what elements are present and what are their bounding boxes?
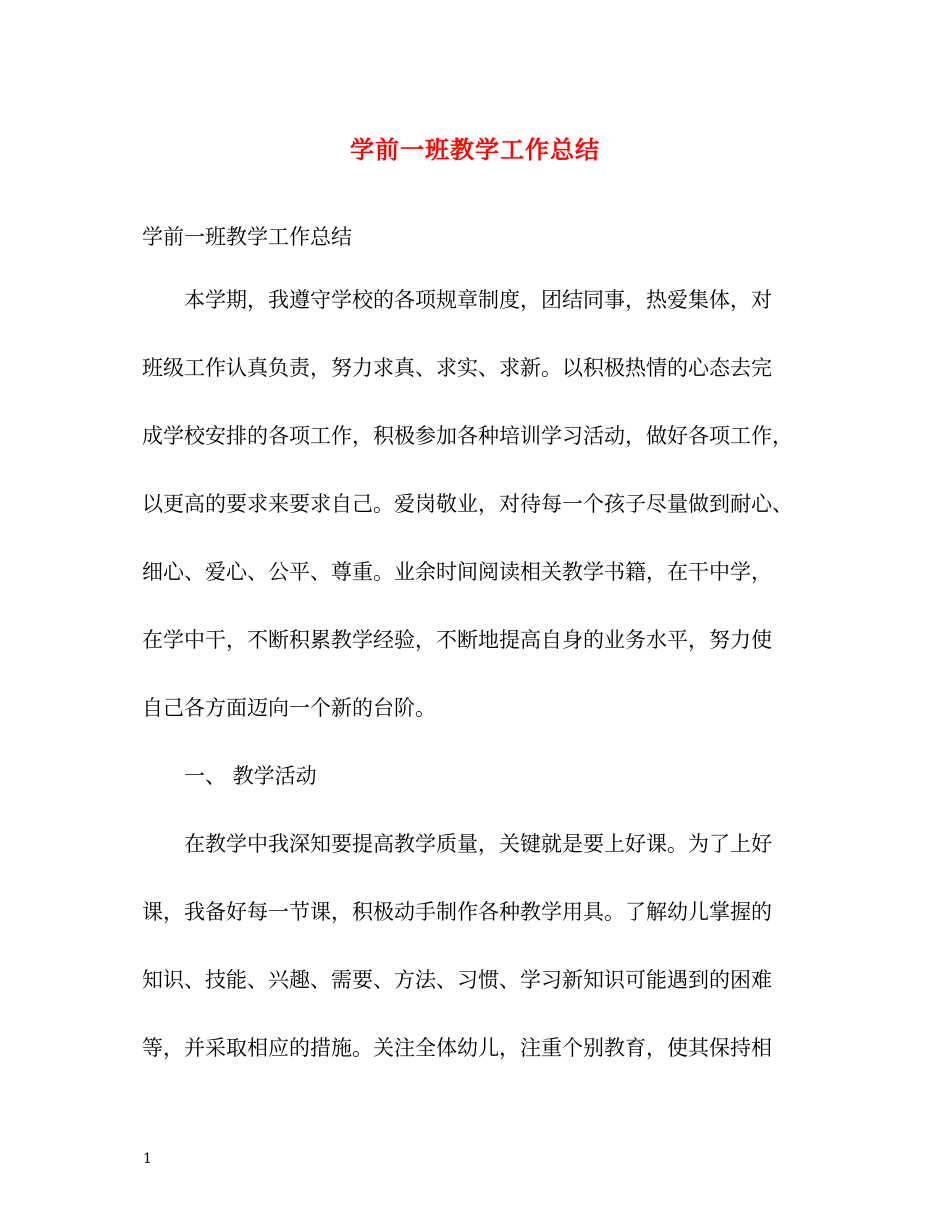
paragraph-line: 自己各方面迈向一个新的台阶。 <box>142 696 436 720</box>
page-number: 1 <box>143 1151 152 1167</box>
paragraph-line: 本学期，我遵守学校的各项规章制度，团结同事，热爱集体，对 <box>184 288 772 312</box>
paragraph-line: 知识、技能、兴趣、需要、方法、习惯、学习新知识可能遇到的困难 <box>142 968 772 992</box>
subtitle-line: 学前一班教学工作总结 <box>142 225 352 249</box>
paragraph-line: 等，并采取相应的措施。关注全体幼儿，注重个别教育，使其保持相 <box>142 1036 772 1060</box>
paragraph-line: 以更高的要求来要求自己。爱岗敬业，对待每一个孩子尽量做到耐心、 <box>142 492 793 516</box>
document-title: 学前一班教学工作总结 <box>350 135 600 164</box>
paragraph-line: 班级工作认真负责，努力求真、求实、求新。以积极热情的心态去完 <box>142 356 772 380</box>
paragraph-line: 在教学中我深知要提高教学质量，关键就是要上好课。为了上好 <box>184 832 772 856</box>
paragraph-line: 成学校安排的各项工作，积极参加各种培训学习活动，做好各项工作， <box>142 424 793 448</box>
paragraph-line: 课，我备好每一节课，积极动手制作各种教学用具。了解幼儿掌握的 <box>142 900 772 924</box>
section-heading: 一、 教学活动 <box>184 764 317 788</box>
paragraph-line: 在学中干，不断积累教学经验，不断地提高自身的业务水平，努力使 <box>142 628 772 652</box>
paragraph-line: 细心、爱心、公平、尊重。业余时间阅读相关教学书籍，在干中学， <box>142 560 772 584</box>
